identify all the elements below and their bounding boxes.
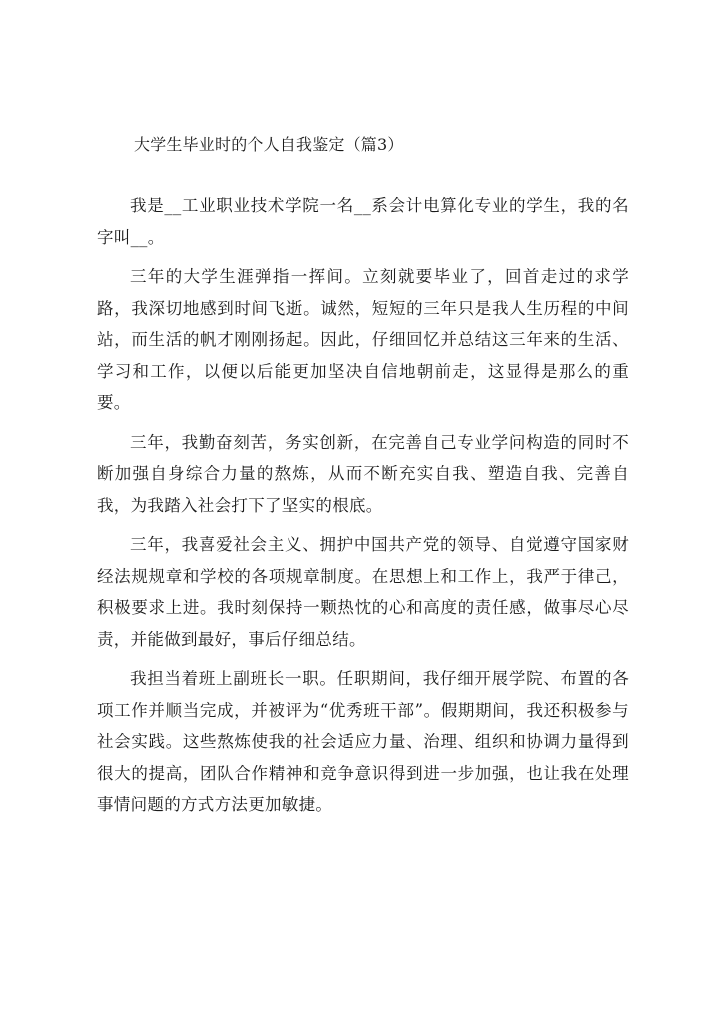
paragraph: 三年的大学生涯弹指一挥间。立刻就要毕业了，回首走过的求学路，我深切地感到时间飞逝。诚然，短短的三年只是我人生历程的中间站，而生活的帆才刚刚扬起。因此，仔细回忆并总结这三年来的生活、学习和工作，以便以后能更加坚决自信地朝前走，这显得是那么的重要。 [97,267,629,412]
document-body [97,190,629,821]
paragraph: 我担当着班上副班长一职。任职期间，我仔细开展学院、布置的各项工作并顺当完成，并被评为“优秀班干部”。假期期间，我还积极参与社会实践。这些熬炼使我的社会适应力量、治理、组织和协调力量得到很大的提高，团队合作精神和竞争意识得到进一步加强，也让我在处理事情问题的方式方法更加敏捷。 [97,669,629,814]
document-content [97,126,629,829]
paragraph: 三年，我喜爱社会主义、拥护中国共产党的领导、自觉遵守国家财经法规规章和学校的各项规章制度。在思想上和工作上，我严于律己，积极要求上进。我时刻保持一颗热忱的心和高度的责任感，做事尽心尽责，并能做到最好，事后仔细总结。 [97,535,629,649]
paragraph: 我是__工业职业技术学院一名__系会计电算化专业的学生，我的名字叫__。 [97,196,629,247]
paragraph: 三年，我勤奋刻苦，务实创新，在完善自己专业学问构造的同时不断加强自身综合力量的熬炼，从而不断充实自我、塑造自我、完善自我，为我踏入社会打下了坚实的根底。 [97,432,629,515]
document-title: 大学生毕业时的个人自我鉴定（篇3） [134,135,404,154]
